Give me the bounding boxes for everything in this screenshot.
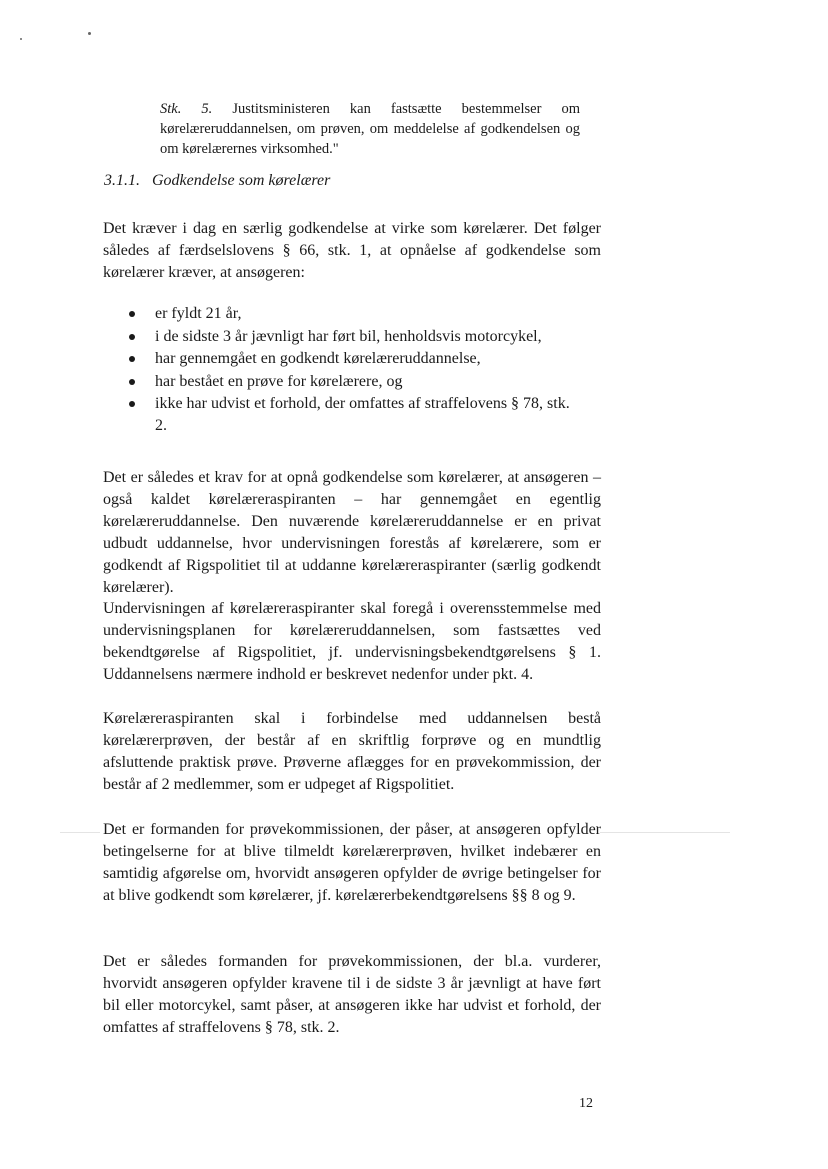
stk-label: Stk. 5. <box>160 101 213 117</box>
paragraph-3: Undervisningen af kørelæreraspiranter skal foregå i overensstemmelse med undervisningsplanen for kørelæreruddannelsen, som fastsættes ved bekendtgørelse af Rigspolitiet, jf. undervisningsbekendtgørelsens § 1. Uddannelsens nærmere indhold er beskrevet nedenfor under pkt. 4. <box>103 600 601 683</box>
bullet-icon <box>129 356 135 362</box>
section-title: Godkendelse som kørelærer <box>152 172 331 189</box>
law-quote <box>160 99 580 159</box>
paragraph-intro: Det kræver i dag en særlig godkendelse at virke som kørelærer. Det følger således af færdselslovens § 66, stk. 1, at opnåelse af godkendelse som kørelærer kræver, at ansøgeren: <box>103 220 601 281</box>
list-item: er fyldt 21 år, <box>103 303 573 325</box>
scan-rule-right <box>600 832 730 833</box>
list-item: ikke har udvist et forhold, der omfattes af straffelovens § 78, stk. 2. <box>103 393 573 437</box>
scan-rule-left <box>60 832 100 833</box>
paragraph-6: Det er således formanden for prøvekommissionen, der bl.a. vurderer, hvorvidt ansøgeren opfylder kravene til i de sidste 3 år jævnligt at have ført bil eller motorcykel, samt påser, at ansøgeren ikke har udvist et forhold, der omfattes af straffelovens § 78, stk. 2. <box>103 953 601 1036</box>
bullet-icon <box>129 401 135 407</box>
bullet-icon <box>129 311 135 317</box>
quote-text: Justitsministeren kan fastsætte bestemmelser om kørelæreruddannelsen, om prøven, om meddelelse af godkendelsen og om kørelærernes virksomhed." <box>160 101 580 157</box>
list-item: har bestået en prøve for kørelærere, og <box>103 371 573 393</box>
requirements-list <box>103 303 573 438</box>
section-number: 3.1.1. <box>104 172 140 189</box>
paragraph-5: Det er formanden for prøvekommissionen, der påser, at ansøgeren opfylder betingelserne for at blive tilmeldt kørelærerprøven, hvilket indebærer en samtidig afgørelse om, hvorvidt ansøgeren opfylder de øvrige betingelser for at blive godkendt som kørelærer, jf. kørelærerbekendtgørelsens §§ 8 og 9. <box>103 821 601 904</box>
section-heading <box>104 172 330 190</box>
paragraph-2: Det er således et krav for at opnå godkendelse som kørelærer, at ansøgeren – også kaldet kørelæreraspiranten – har gennemgået en egentlig kørelæreruddannelse. Den nuværende kørelæreruddannelse er en privat udbudt uddannelse, hvor undervisningen forestås af kørelærere, som er godkendt af Rigspolitiet til at uddanne kørelæreraspiranter (særlig godkendt kørelærer). <box>103 469 601 596</box>
list-item: har gennemgået en godkendt kørelæreruddannelse, <box>103 348 573 370</box>
list-item: i de sidste 3 år jævnligt har ført bil, henholdsvis motorcykel, <box>103 326 573 348</box>
bullet-icon <box>129 379 135 385</box>
page-number: 12 <box>579 1096 593 1111</box>
scan-speck <box>20 38 22 40</box>
scan-speck <box>88 32 91 35</box>
paragraph-4: Kørelæreraspiranten skal i forbindelse med uddannelsen bestå kørelærerprøven, der består af en skriftlig forprøve og en mundtlig afsluttende praktisk prøve. Prøverne aflægges for en prøvekommission, der består af 2 medlemmer, som er udpeget af Rigspolitiet. <box>103 710 601 793</box>
bullet-icon <box>129 334 135 340</box>
